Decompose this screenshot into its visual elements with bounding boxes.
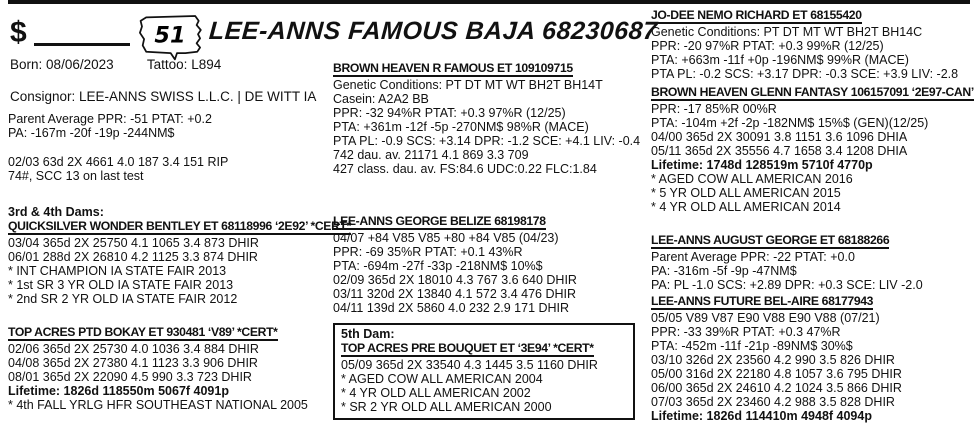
column-left bbox=[8, 112, 352, 412]
dams-3rd-4th-block-header: QUICKSILVER WONDER BENTLEY ET 68118996 ‘2E92’ *CERT* bbox=[8, 219, 352, 233]
sire-famous-block-line: Genetic Conditions: PT DT MT WT BH2T BH14T bbox=[333, 78, 603, 92]
fifth-dam-box-header: TOP ACRES PRE BOUQUET ET ‘3E94’ *CERT* bbox=[341, 341, 594, 355]
consignor-line: Consignor: LEE-ANNS SWISS L.L.C. | DE WITT IA bbox=[10, 89, 317, 104]
august-george-block-line: PA: PL -1.0 SCS: +2.89 DPR: +0.3 SCE: LIV -2.0 bbox=[651, 278, 923, 292]
bokay-dam-block-header: TOP ACRES PTD BOKAY ET 930481 ‘V89’ *CERT* bbox=[8, 325, 278, 339]
jo-dee-richard-block-line: Genetic Conditions: PT DT MT WT BH2T BH14C bbox=[651, 25, 923, 39]
jo-dee-richard-block bbox=[651, 8, 973, 81]
george-belize-block-line: 03/11 320d 2X 13840 4.1 572 3.4 476 DHIR bbox=[333, 287, 577, 301]
future-bel-aire-block-header: LEE-ANNS FUTURE BEL-AIRE 68177943 bbox=[651, 294, 874, 308]
born-label: Born: bbox=[10, 57, 43, 72]
august-george-block-header: LEE-ANNS AUGUST GEORGE ET 68188266 bbox=[651, 233, 890, 247]
glenn-fantasy-block bbox=[651, 85, 973, 214]
august-george-block bbox=[651, 233, 973, 292]
dams-3rd-4th-block-line: 3rd & 4th Dams: bbox=[8, 205, 104, 219]
born-value: 08/06/2023 bbox=[46, 57, 114, 72]
top-rule-divider bbox=[8, 0, 970, 4]
jo-dee-richard-block-line: PTA PL: -0.2 SCS: +3.17 DPR: -0.3 SCE: +3.9 LIV: -2.8 bbox=[651, 67, 959, 81]
born-tattoo-row bbox=[10, 57, 221, 72]
fifth-dam-box-line: * AGED COW ALL AMERICAN 2004 bbox=[341, 372, 543, 386]
future-bel-aire-block-line: Lifetime: 1826d 114410m 4948f 4094p bbox=[651, 409, 872, 423]
jo-dee-richard-block-header: JO-DEE NEMO RICHARD ET 68155420 bbox=[651, 8, 862, 22]
bokay-dam-block-line: Lifetime: 1826d 118550m 5067f 4091p bbox=[8, 384, 229, 398]
glenn-fantasy-block-line: Lifetime: 1748d 128519m 5710f 4770p bbox=[651, 158, 873, 172]
price-symbol: $ bbox=[10, 16, 27, 49]
jo-dee-richard-block-line: PTA: +663m -11f +0p -196NM$ 99%R (MACE) bbox=[651, 53, 909, 67]
dams-3rd-4th-block-line: 06/01 288d 2X 26810 4.2 1125 3.3 874 DHIR bbox=[8, 250, 258, 264]
bokay-dam-block-line: 04/08 365d 2X 27380 4.1 1123 3.3 906 DHIR bbox=[8, 356, 258, 370]
george-belize-block bbox=[333, 214, 649, 315]
future-bel-aire-block-line: PPR: -33 39%R PTAT: +0.3 47%R bbox=[651, 325, 841, 339]
future-bel-aire-block-line: 07/03 365d 2X 23460 4.2 988 3.5 828 DHIR bbox=[651, 395, 895, 409]
bokay-dam-block-line: 08/01 365d 2X 22090 4.5 990 3.3 723 DHIR bbox=[8, 370, 252, 384]
own-record-block-line: 74#, SCC 13 on last test bbox=[8, 169, 144, 183]
parent-average-block bbox=[8, 112, 332, 140]
glenn-fantasy-block-line: * AGED COW ALL AMERICAN 2016 bbox=[651, 172, 853, 186]
future-bel-aire-block-line: PTA: -452m -11f -21p -89NM$ 30%$ bbox=[651, 339, 853, 353]
bokay-dam-block-line: * 4th FALL YRLG HFR SOUTHEAST NATIONAL 2005 bbox=[8, 398, 308, 412]
sire-famous-block-line: Casein: A2A2 BB bbox=[333, 92, 429, 106]
george-belize-block-line: 04/07 +84 V85 V85 +80 +84 V85 (04/23) bbox=[333, 231, 559, 245]
fifth-dam-box-line: 5th Dam: bbox=[341, 327, 395, 341]
future-bel-aire-block-line: 05/05 V89 V87 E90 V88 E90 V88 (07/21) bbox=[651, 311, 880, 325]
fifth-dam-box-line: 05/09 365d 2X 33540 4.3 1445 3.5 1160 DHIR bbox=[341, 358, 598, 372]
iowa-state-outline-icon bbox=[135, 11, 205, 63]
glenn-fantasy-block-line: PTA: -104m +2f -2p -182NM$ 15%$ (GEN)(12/25) bbox=[651, 116, 929, 130]
sire-famous-block-line: PTA PL: -0.9 SCS: +3.14 DPR: -1.2 SCE: +4.1 LIV: -0.4 bbox=[333, 134, 641, 148]
fifth-dam-box-line: * SR 2 YR OLD ALL AMERICAN 2000 bbox=[341, 400, 552, 414]
george-belize-block-header: LEE-ANNS GEORGE BELIZE 68198178 bbox=[333, 214, 546, 228]
tattoo-label: Tattoo: bbox=[146, 57, 188, 72]
future-bel-aire-block-line: 03/10 326d 2X 23560 4.2 990 3.5 826 DHIR bbox=[651, 353, 895, 367]
george-belize-block-line: PPR: -69 35%R PTAT: +0.1 43%R bbox=[333, 245, 523, 259]
august-george-block-line: PA: -316m -5f -9p -47NM$ bbox=[651, 264, 797, 278]
future-bel-aire-block-line: 06/00 365d 2X 24610 4.2 1024 3.5 866 DHIR bbox=[651, 381, 902, 395]
future-bel-aire-block bbox=[651, 294, 973, 423]
dams-3rd-4th-block-line: * 1st SR 3 YR OLD IA STATE FAIR 2013 bbox=[8, 278, 234, 292]
column-right bbox=[651, 8, 973, 423]
jo-dee-richard-block-line: PPR: -20 97%R PTAT: +0.3 99%R (12/25) bbox=[651, 39, 884, 53]
parent-average-block-line: Parent Average PPR: -51 PTAT: +0.2 bbox=[8, 112, 212, 126]
fifth-dam-box bbox=[333, 323, 635, 420]
dams-3rd-4th-block-line: 03/04 365d 2X 25750 4.1 1065 3.4 873 DHIR bbox=[8, 236, 259, 250]
lot-badge bbox=[135, 11, 205, 63]
sire-famous-block-line: PTA: +361m -12f -5p -270NM$ 98%R (MACE) bbox=[333, 120, 589, 134]
glenn-fantasy-block-line: * 4 YR OLD ALL AMERICAN 2014 bbox=[651, 200, 841, 214]
glenn-fantasy-block-line: 04/00 365d 2X 30091 3.8 1151 3.6 1096 DHIA bbox=[651, 130, 908, 144]
glenn-fantasy-block-line: * 5 YR OLD ALL AMERICAN 2015 bbox=[651, 186, 841, 200]
glenn-fantasy-block-line: PPR: -17 85%R 00%R bbox=[651, 102, 777, 116]
sire-famous-block-line: 742 dau. av. 21171 4.1 869 3.3 709 bbox=[333, 148, 529, 162]
dams-3rd-4th-block-line: * INT CHAMPION IA STATE FAIR 2013 bbox=[8, 264, 227, 278]
dams-3rd-4th-block-line: * 2nd SR 2 YR OLD IA STATE FAIR 2012 bbox=[8, 292, 238, 306]
lot-number: 51 bbox=[154, 22, 186, 49]
george-belize-block-line: 02/09 365d 2X 18010 4.3 767 3.6 640 DHIR bbox=[333, 273, 577, 287]
future-bel-aire-block-line: 05/00 316d 2X 22180 4.8 1057 3.6 795 DHIR bbox=[651, 367, 902, 381]
column-middle bbox=[333, 61, 649, 420]
parent-average-block-line: PA: -167m -20f -19p -244NM$ bbox=[8, 126, 175, 140]
own-record-block bbox=[8, 155, 332, 183]
sire-famous-block-line: PPR: -32 94%R PTAT: +0.3 97%R (12/25) bbox=[333, 106, 566, 120]
own-record-block-line: 02/03 63d 2X 4661 4.0 187 3.4 151 RIP bbox=[8, 155, 229, 169]
glenn-fantasy-block-header: BROWN HEAVEN GLENN FANTASY 106157091 ‘2E97-CAN’ bbox=[651, 85, 974, 99]
george-belize-block-line: 04/11 139d 2X 5860 4.0 232 2.9 171 DHIR bbox=[333, 301, 570, 315]
tattoo-value: L894 bbox=[191, 57, 222, 72]
sire-famous-block-header: BROWN HEAVEN R FAMOUS ET 109109715 bbox=[333, 61, 573, 75]
bokay-dam-block-line: 02/06 365d 2X 25730 4.0 1036 3.4 884 DHIR bbox=[8, 342, 259, 356]
glenn-fantasy-block-line: 05/11 365d 2X 35556 4.7 1658 3.4 1208 DHIA bbox=[651, 144, 908, 158]
dams-3rd-4th-block bbox=[8, 205, 352, 306]
sire-famous-block bbox=[333, 61, 649, 176]
bokay-dam-block bbox=[8, 325, 332, 412]
george-belize-block-line: PTA: -694m -27f -33p -218NM$ 10%$ bbox=[333, 259, 543, 273]
animal-name-title: LEE-ANNS FAMOUS BAJA 68230687 bbox=[208, 17, 659, 45]
price-blank-line bbox=[34, 43, 130, 46]
august-george-block-line: Parent Average PPR: -22 PTAT: +0.0 bbox=[651, 250, 855, 264]
sire-famous-block-line: 427 class. dau. av. FS:84.6 UDC:0.22 FLC:1.84 bbox=[333, 162, 597, 176]
fifth-dam-box-line: * 4 YR OLD ALL AMERICAN 2002 bbox=[341, 386, 531, 400]
